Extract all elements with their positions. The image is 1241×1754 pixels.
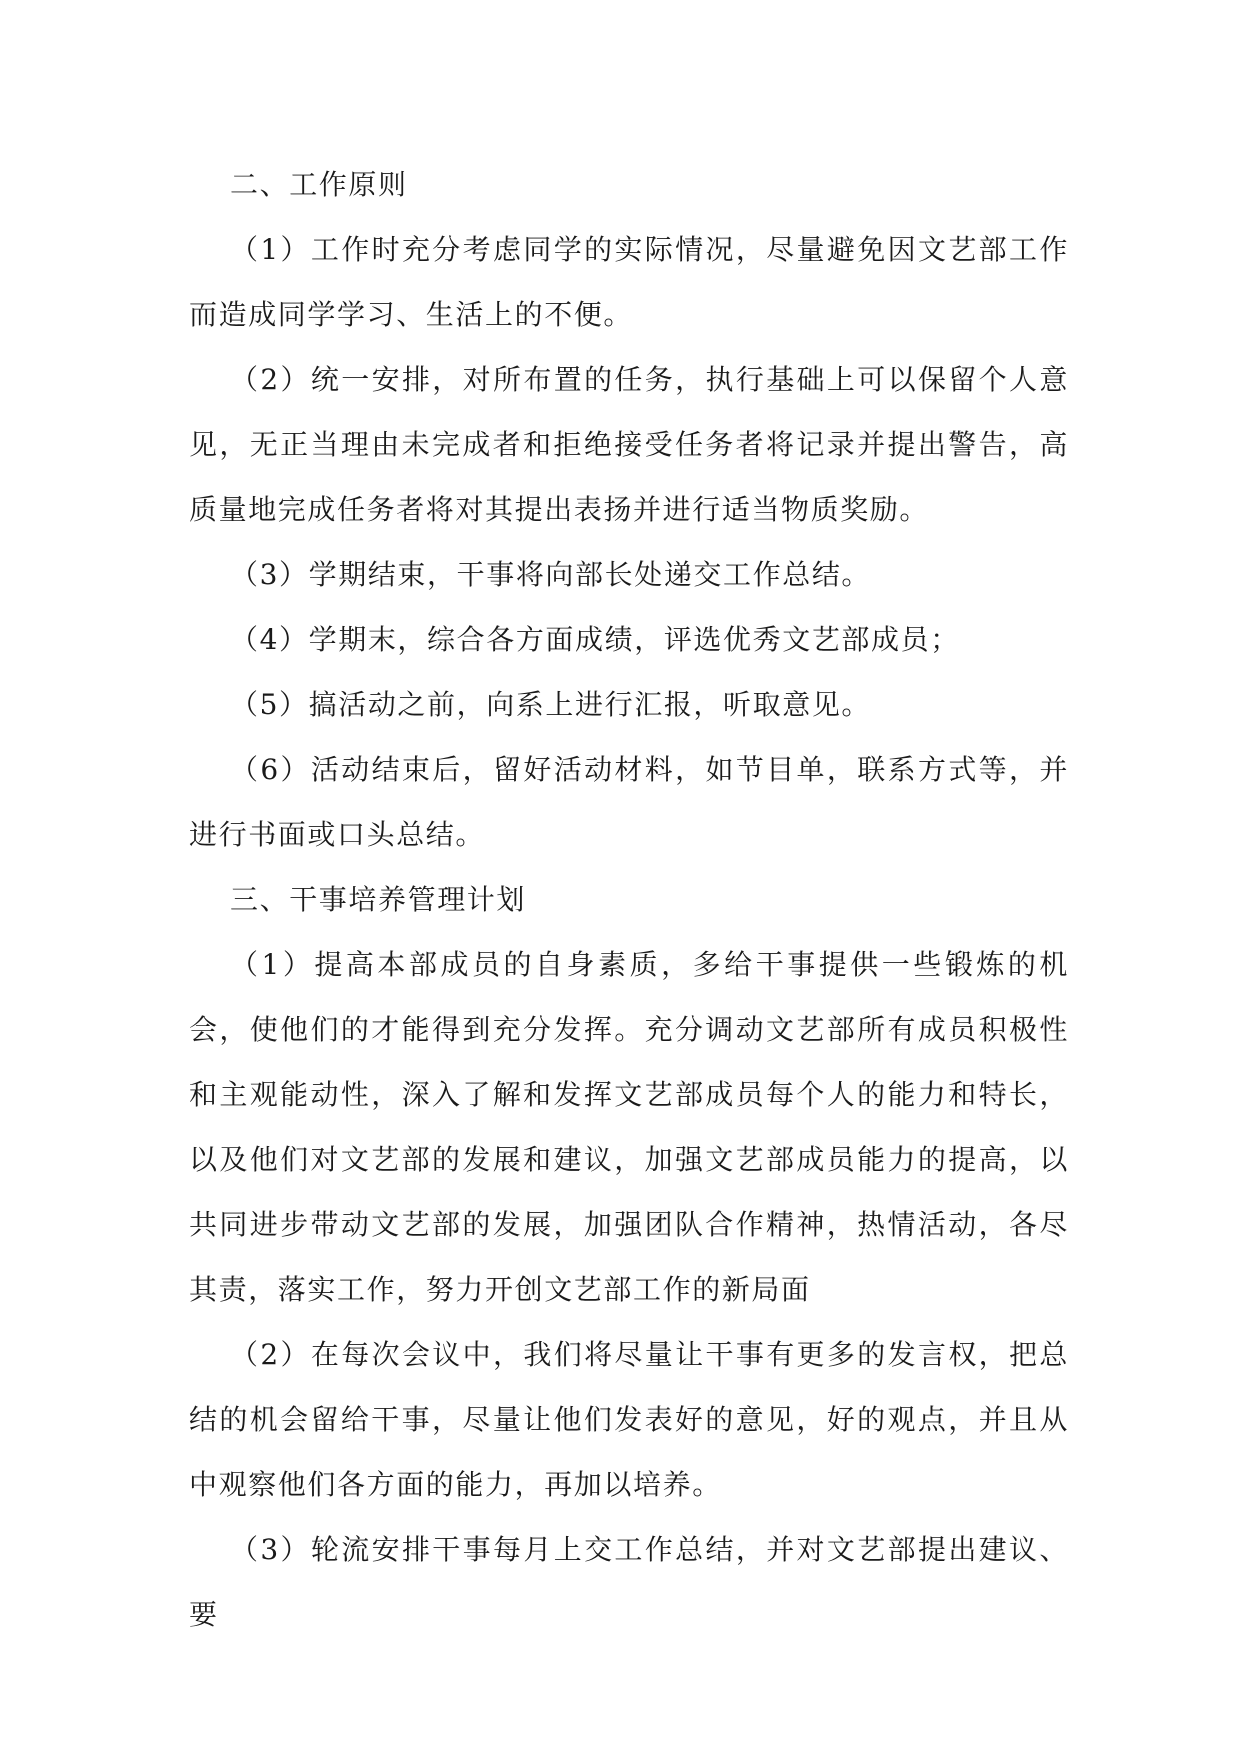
- paragraph-principle-5: （5）搞活动之前，向系上进行汇报，听取意见。: [230, 688, 872, 721]
- paragraph-principle-6: （6）活动结束后，留好活动材料，如节目单，联系方式等，并进行书面或口头总结。: [189, 753, 1069, 851]
- paragraph-training-3: （3）轮流安排干事每月上交工作总结，并对文艺部提出建议、要: [189, 1533, 1069, 1631]
- paragraph-training-2: （2）在每次会议中，我们将尽量让干事有更多的发言权，把总结的机会留给干事，尽量让他们发表好的意见，好的观点，并且从中观察他们各方面的能力，再加以培养。: [189, 1338, 1069, 1501]
- paragraph-principle-2: （2）统一安排，对所布置的任务，执行基础上可以保留个人意见，无正当理由未完成者和拒绝接受任务者将记录并提出警告，高质量地完成任务者将对其提出表扬并进行适当物质奖励。: [189, 363, 1069, 526]
- paragraph-principle-3: （3）学期结束，干事将向部长处递交工作总结。: [230, 558, 872, 591]
- section-heading-work-principles: 二、工作原则: [230, 168, 408, 201]
- section-heading-staff-training: 三、干事培养管理计划: [230, 883, 527, 916]
- paragraph-principle-4: （4）学期末，综合各方面成绩，评选优秀文艺部成员；: [230, 623, 960, 656]
- document-body: [189, 152, 1069, 1647]
- paragraph-principle-1: （1）工作时充分考虑同学的实际情况，尽量避免因文艺部工作而造成同学学习、生活上的不便。: [189, 233, 1069, 331]
- paragraph-training-1: （1）提高本部成员的自身素质，多给干事提供一些锻炼的机会，使他们的才能得到充分发挥。充分调动文艺部所有成员积极性和主观能动性，深入了解和发挥文艺部成员每个人的能力和特长，以及他们对文艺部的发展和建议，加强文艺部成员能力的提高，以共同进步带动文艺部的发展，加强团队合作精神，热情活动，各尽其责，落实工作，努力开创文艺部工作的新局面: [189, 948, 1069, 1306]
